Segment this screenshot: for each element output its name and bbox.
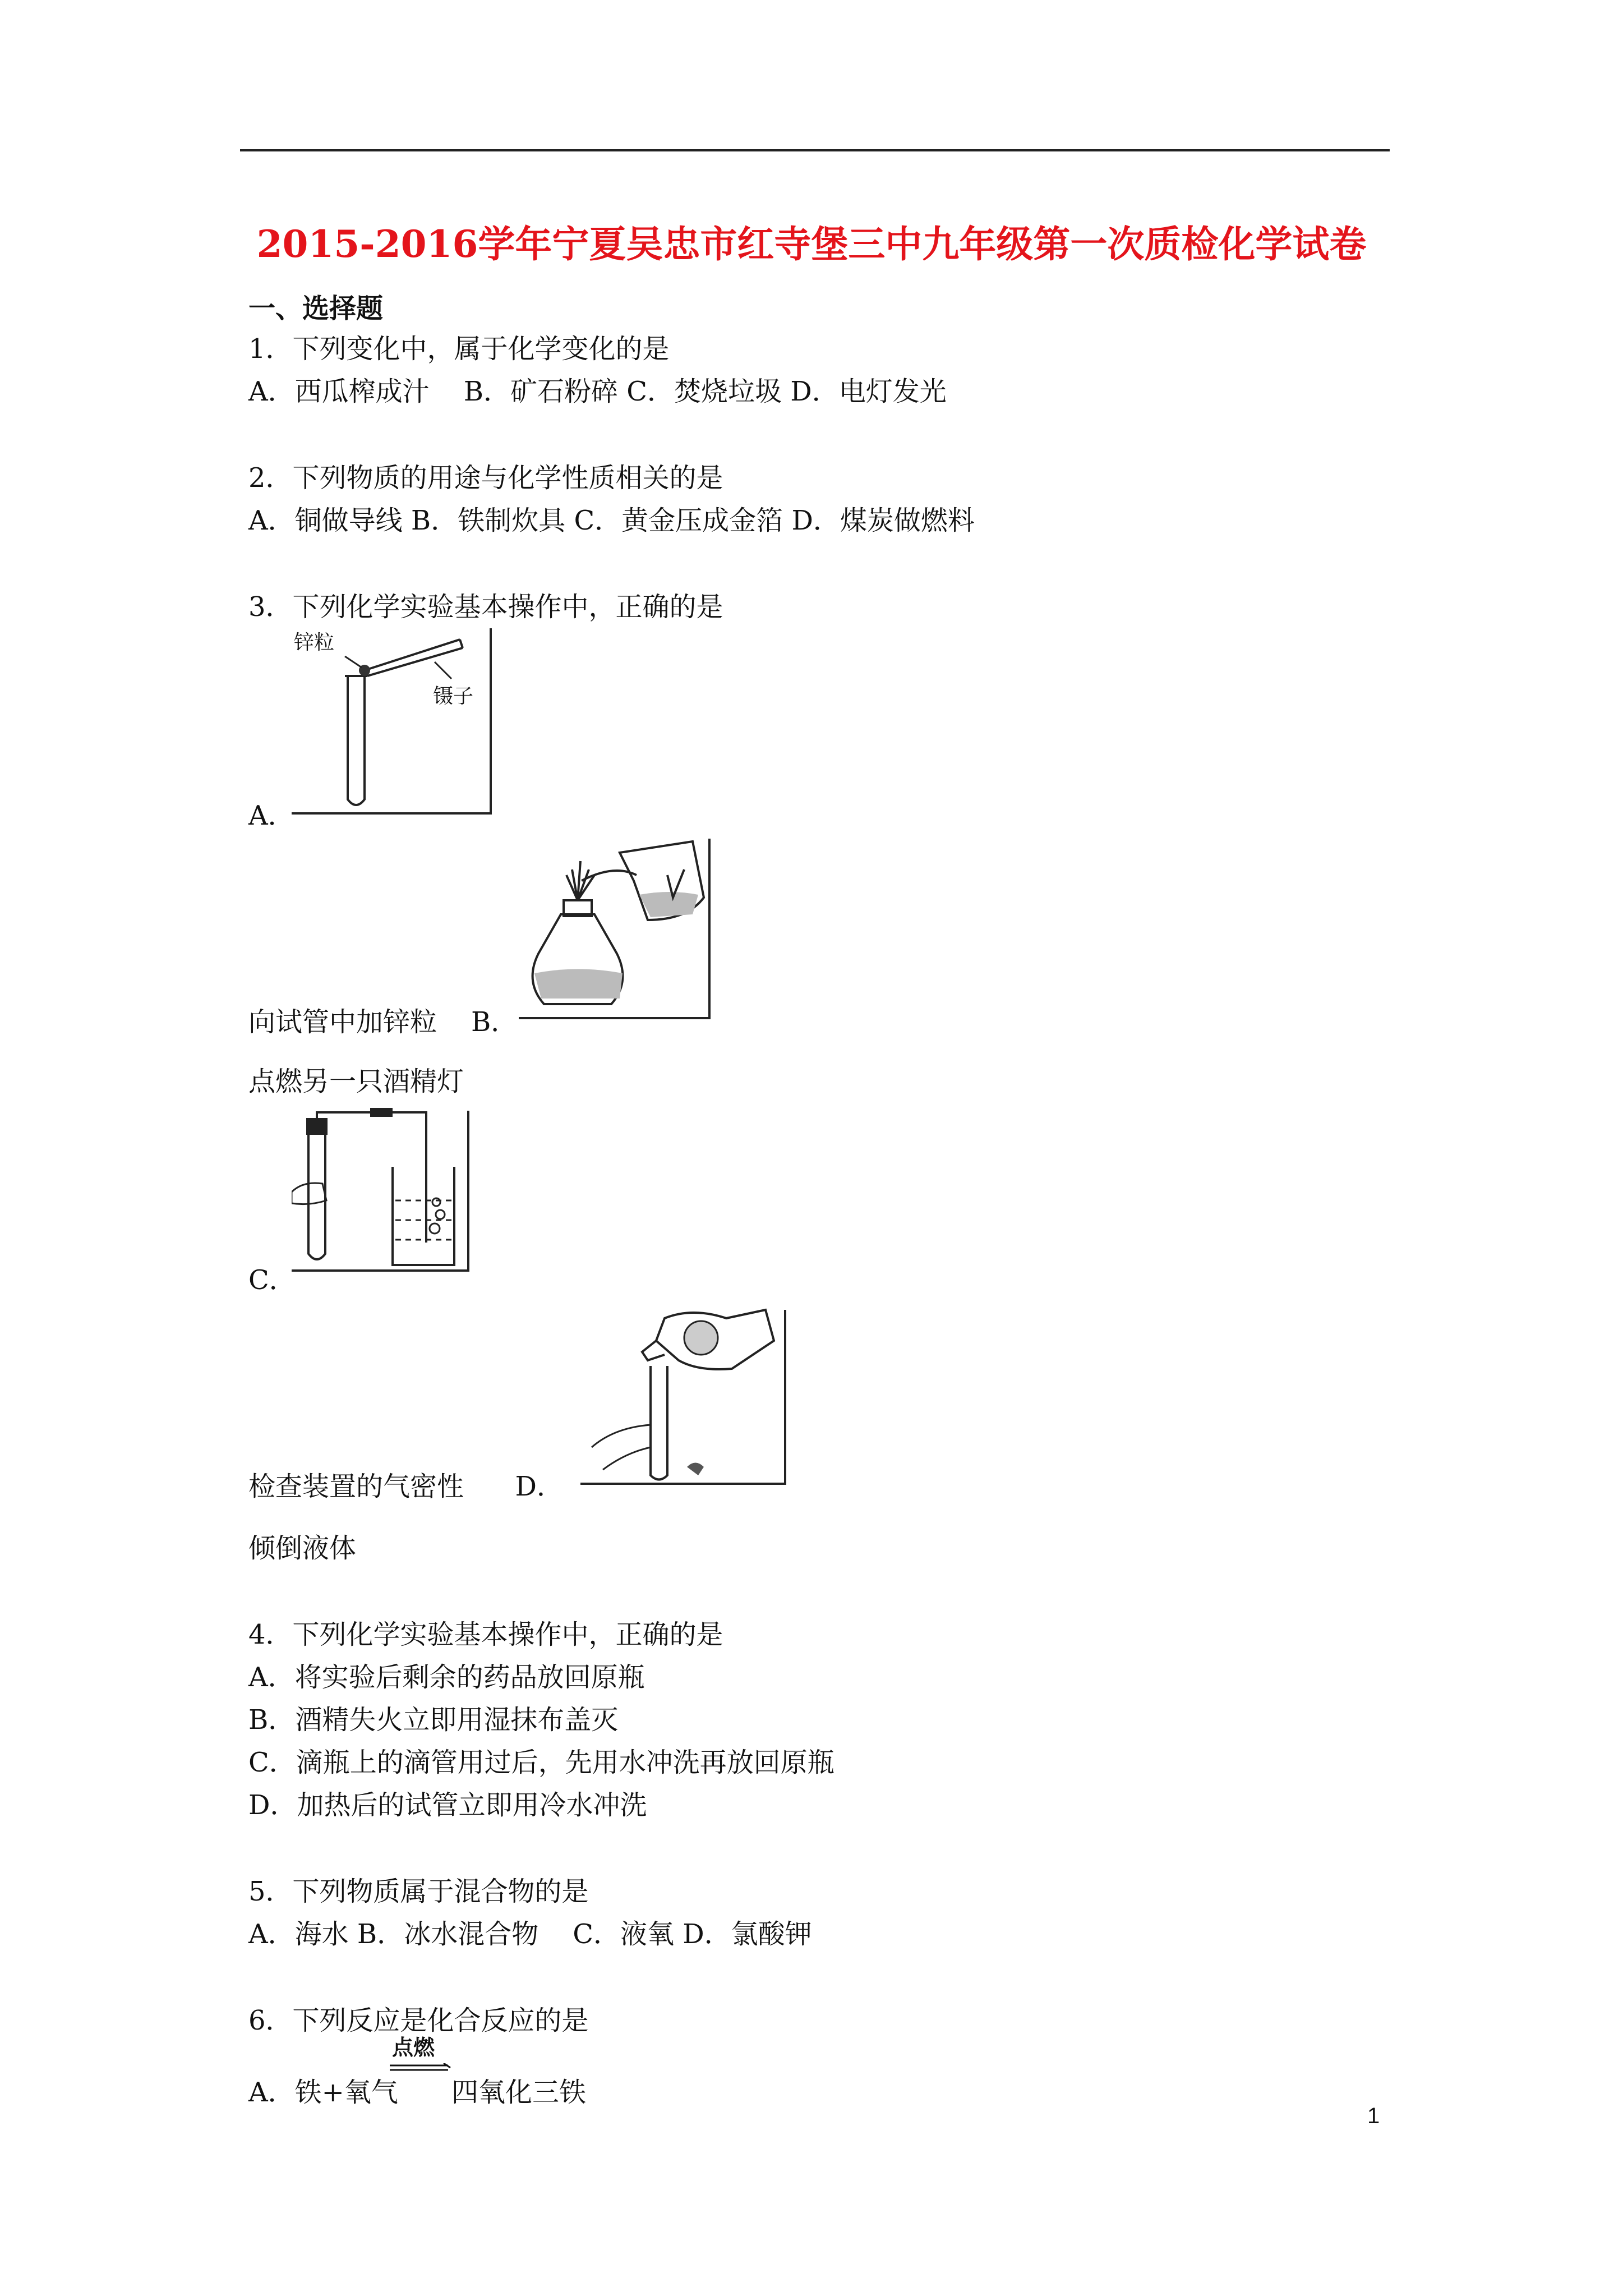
q4-option-c: C．滴瓶上的滴管用过后，先用水冲洗再放回原瓶 bbox=[248, 1747, 834, 1778]
q3-option-a-letter: A． bbox=[248, 800, 295, 831]
q6-option-a-right: 四氧化三铁 bbox=[451, 2077, 587, 2108]
q4-option-d: D．加热后的试管立即用冷水冲洗 bbox=[248, 1789, 647, 1821]
q5-options: A．海水 B．冰水混合物 C．液氧 D．氯酸钾 bbox=[248, 1918, 812, 1950]
reaction-condition: 点燃 bbox=[392, 2035, 435, 2060]
page-title: 2015-2016学年宁夏吴忠市红寺堡三中九年级第一次质检化学试卷 bbox=[256, 222, 1367, 266]
q1-options: A．西瓜榨成汁 B．矿石粉碎 C．焚烧垃圾 D．电灯发光 bbox=[248, 376, 947, 407]
q2-options: A．铜做导线 B．铁制炊具 C．黄金压成金箔 D．煤炭做燃料 bbox=[248, 505, 975, 536]
q4-option-b: B．酒精失火立即用湿抹布盖灭 bbox=[248, 1704, 619, 1736]
q3-option-b-caption: 点燃另一只酒精灯 bbox=[248, 1066, 464, 1097]
figure-c-airtightness bbox=[292, 1108, 471, 1273]
figure-b-alcohol-lamps bbox=[519, 836, 712, 1021]
zinc-label: 锌粒 bbox=[294, 631, 335, 654]
q3-option-a-caption: 向试管中加锌粒 B． bbox=[248, 1006, 518, 1038]
q2-stem: 2．下列物质的用途与化学性质相关的是 bbox=[248, 462, 723, 494]
reaction-arrow bbox=[390, 2035, 451, 2074]
q6-stem: 6．下列反应是化合反应的是 bbox=[248, 2005, 589, 2036]
q3-option-c-caption: 检查装置的气密性 D． bbox=[248, 1471, 564, 1502]
header-rule bbox=[240, 149, 1390, 151]
q4-stem: 4．下列化学实验基本操作中，正确的是 bbox=[248, 1619, 723, 1650]
q4-option-a: A．将实验后剩余的药品放回原瓶 bbox=[248, 1662, 645, 1693]
figure-d-pouring-liquid bbox=[580, 1307, 788, 1487]
page-number: 1 bbox=[1367, 2104, 1380, 2128]
q5-stem: 5．下列物质属于混合物的是 bbox=[248, 1876, 589, 1907]
tweezers-label: 镊子 bbox=[433, 685, 474, 708]
section-heading: 一、选择题 bbox=[248, 293, 384, 324]
q3-option-c-letter: C． bbox=[248, 1264, 296, 1296]
q6-option-a-left: A．铁+氧气 bbox=[248, 2077, 398, 2108]
q1-stem: 1．下列变化中，属于化学变化的是 bbox=[248, 333, 670, 365]
figure-a-zinc-tube bbox=[292, 625, 494, 816]
q3-option-d-caption: 倾倒液体 bbox=[248, 1533, 357, 1564]
q3-stem: 3．下列化学实验基本操作中，正确的是 bbox=[248, 591, 723, 623]
